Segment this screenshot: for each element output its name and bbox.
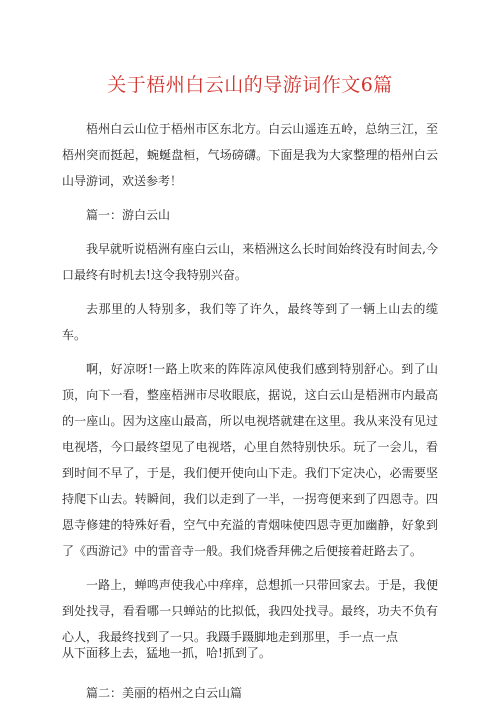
section-heading-1: 篇一：游白云山 xyxy=(86,208,171,222)
body-paragraph: 我早就听说梧洲有座白云山，来梧洲这么长时间始终没有时间去,今口最终有时机去!这令我特别兴奋。 xyxy=(62,242,438,282)
document-body xyxy=(62,116,438,714)
body-paragraph: 一路上，蝉鸣声使我心中痒痒，总想抓一只带回家去。于是，我便到处找寻，看看哪一只蝉站的比拟低，我四处找寻。最终，功夫不负有心人，我最终找到了一只。我蹑手蹑脚地走到那里，手一点一点 xyxy=(62,578,438,644)
section-heading-2: 篇二：美丽的梧州之白云山篇 xyxy=(86,686,243,700)
body-paragraph: 去那里的人特别多，我们等了许久，最终等到了一辆上山去的缆车。 xyxy=(62,302,438,342)
intro-paragraph: 梧州白云山位于梧州市区东北方。白云山遥连五岭，总纳三江，至梧州突而挺起，蜿蜒盘桓，气场磅礴。下面是我为大家整理的梧州白云山导游词，欢送参考！ xyxy=(62,122,438,188)
body-paragraph-continuation: 从下面移上去，猛地一抓，哈!抓到了。 xyxy=(62,646,271,660)
body-paragraph: 啊，好凉呀!一路上吹来的阵阵凉风使我们感到特别舒心。到了山顶，向下一看，整座梧洲市尽收眼底，据说，这白云山是梧洲市内最高的一座山。因为这座山最高，所以电视塔就建在这里。我从来没有见过电视塔，今口最终望见了电视塔，心里自然特别快乐。玩了一会儿，看到时间不早了，于是，我们便开使向山下走。我们下定决心，必需要坚持爬下山去。转瞬间，我们以走到了一半，一拐弯便来到了四恩寺。四恩寺修建的特殊好看，空气中充溢的青烟味使四恩寺更加幽静，好象到了《西游记》中的雷音寺一般。我们烧香拜佛之后便接着赶路去了。 xyxy=(62,362,438,558)
document-title: 关于梧州白云山的导游词作文6篇 xyxy=(107,74,393,96)
